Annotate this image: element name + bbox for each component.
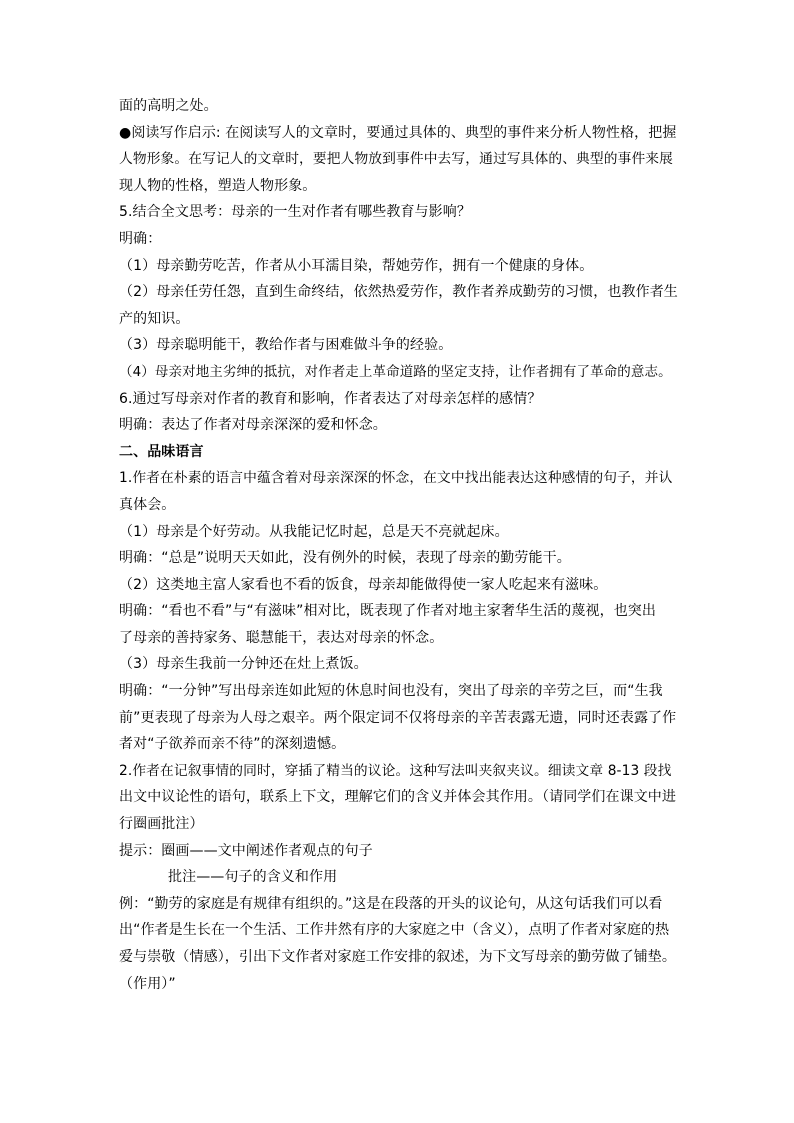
text-line: 人物形象。在写记人的文章时，要把人物放到事件中去写，通过写具体的、典型的事件来展: [119, 151, 674, 168]
text-line: 提示：圈画——文中阐述作者观点的句子: [119, 842, 373, 859]
question-6: 6.通过写母亲对作者的教育和影响，作者表达了对母亲怎样的感情？: [119, 390, 542, 407]
text-line: （3）母亲聪明能干，教给作者与困难做斗争的经验。: [119, 337, 453, 354]
text-line: 出“作者是生长在一个生活、工作井然有序的大家庭之中（含义），点明了作者对家庭的热: [119, 922, 670, 939]
text-line: 明确：: [119, 230, 162, 247]
text-line: 产的知识。: [119, 310, 190, 327]
text-line: 了母亲的善持家务、聪慧能干，表达对母亲的怀念。: [119, 629, 444, 646]
text-line: 者对“子欲养而亲不待”的深刻遗憾。: [119, 736, 346, 753]
text-line: （作用）”: [119, 975, 176, 992]
text-line: 面的高明之处。: [119, 98, 218, 114]
text-line: 现人物的性格，塑造人物形象。: [119, 177, 317, 194]
text-line: ●阅读写作启示: 在阅读写人的文章时，要通过具体的、典型的事件来分析人物性格，把握: [119, 124, 677, 141]
text-line: （1）母亲是个好劳动。从我能记忆时起，总是天不亮就起床。: [119, 523, 509, 540]
text-line: （2）母亲任劳任怨，直到生命终结，依然热爱劳作，教作者养成勤劳的习惯，也教作者生: [119, 284, 678, 301]
text-line: 前”更表现了母亲为人母之艰辛。两个限定词不仅将母亲的辛苦表露无遗，同时还表露了作: [119, 709, 677, 726]
text-line: 真体会。: [119, 496, 176, 513]
text-line: 2.作者在记叙事情的同时，穿插了精当的议论。这种写法叫夹叙夹议。细读文章 8-13 段找: [119, 762, 672, 779]
text-line: 明确：“总是”说明天天如此，没有例外的时候，表现了母亲的勤劳能干。: [119, 550, 571, 567]
question-5: 5.结合全文思考：母亲的一生对作者有哪些教育与影响？: [119, 204, 471, 221]
text-line: 出文中议论性的语句，联系上下文，理解它们的含义并体会其作用。（请同学们在课文中进: [119, 789, 676, 806]
text-line: （4）母亲对地主劣绅的抵抗，对作者走上革命道路的坚定支持，让作者拥有了革命的意志。: [119, 363, 672, 380]
text-line: 爱与崇敬（情感），引出下文作者对家庭工作安排的叙述，为下文写母亲的勤劳做了铺垫。: [119, 949, 676, 965]
text-line: 批注——句子的含义和作用: [168, 869, 338, 886]
text-line: 明确：表达了作者对母亲深深的爱和怀念。: [119, 417, 387, 434]
text-line: （2）这类地主富人家看也不看的饭食，母亲却能做得使一家人吃起来有滋味。: [119, 576, 608, 593]
text-line: 明确：“一分钟”写出母亲连如此短的休息时间也没有，突出了母亲的辛劳之巨，而“生我: [119, 683, 663, 700]
section-heading: 二、品味语言: [119, 443, 204, 460]
text-line: 行圈画批注）: [119, 816, 204, 833]
text-line: 例：“勤劳的家庭是有规律有组织的。”这是在段落的开头的议论句，从这句话我们可以看: [119, 895, 663, 912]
text-line: （1）母亲勤劳吃苦，作者从小耳濡目染，帮她劳作，拥有一个健康的身体。: [119, 257, 594, 274]
text-line: 明确：“看也不看”与“有滋味”相对比，既表现了作者对地主家奢华生活的蔑视，也突出: [119, 603, 657, 620]
text-line: 1.作者在朴素的语言中蕴含着对母亲深深的怀念，在文中找出能表达这种感情的句子，并认: [119, 470, 673, 487]
document-page: [119, 93, 679, 997]
text-line: （3）母亲生我前一分钟还在灶上煮饭。: [119, 656, 368, 673]
